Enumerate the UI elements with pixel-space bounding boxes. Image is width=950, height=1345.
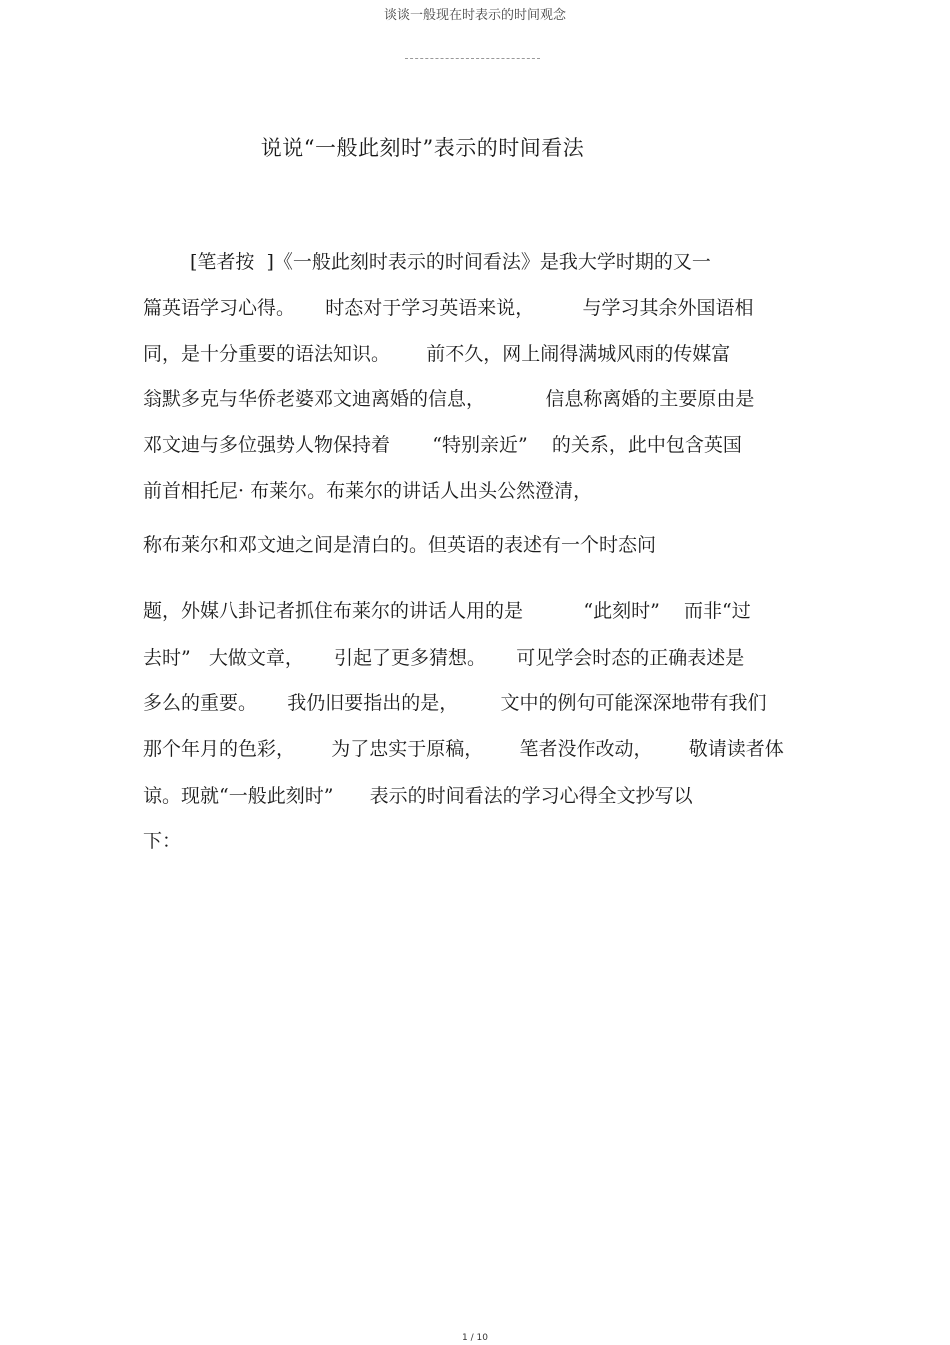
header-rule [405,58,540,59]
text-line: 邓文迪与多位强势人物保持着 “特别亲近” 的关系，此中包含英国 [143,434,742,456]
text-line: 去时” 大做文章， 引起了更多猜想。 可见学会时态的正确表述是 [143,647,745,669]
text-line: 称布莱尔和邓文迪之间是清白的。但英语的表述有一个时态问 [143,534,657,556]
text-line: 多么的重要。 我仍旧要指出的是， 文中的例句可能深深地带有我们 [143,692,767,714]
text-line: 篇英语学习心得。 时态对于学习英语来说， 与学习其余外国语相 [143,297,754,319]
text-line: [笔者按 ]《一般此刻时表示的时间看法》是我大学时期的又一 [190,251,711,273]
text-line: 翁默多克与华侨老婆邓文迪离婚的信息， 信息称离婚的主要原由是 [143,388,755,410]
text-line: 那个年月的色彩， 为了忠实于原稿， 笔者没作改动， 敬请读者体 [143,738,784,760]
document-title: 说说“一般此刻时”表示的时间看法 [260,136,585,160]
text-line: 下： [143,830,182,852]
text-line: 同，是十分重要的语法知识。 前不久，网上闹得满城风雨的传媒富 [143,343,731,365]
text-line: 谅。现就“一般此刻时” 表示的时间看法的学习心得全文抄写以 [143,785,693,807]
page-number: 1 / 10 [462,1333,488,1343]
text-line: 题，外媒八卦记者抓住布莱尔的讲话人用的是 “此刻时” 而非“过 [143,600,751,622]
running-header: 谈谈一般现在时表示的时间观念 [383,8,566,23]
text-line: 前首相托尼· 布莱尔。布莱尔的讲话人出头公然澄清， [143,480,593,502]
